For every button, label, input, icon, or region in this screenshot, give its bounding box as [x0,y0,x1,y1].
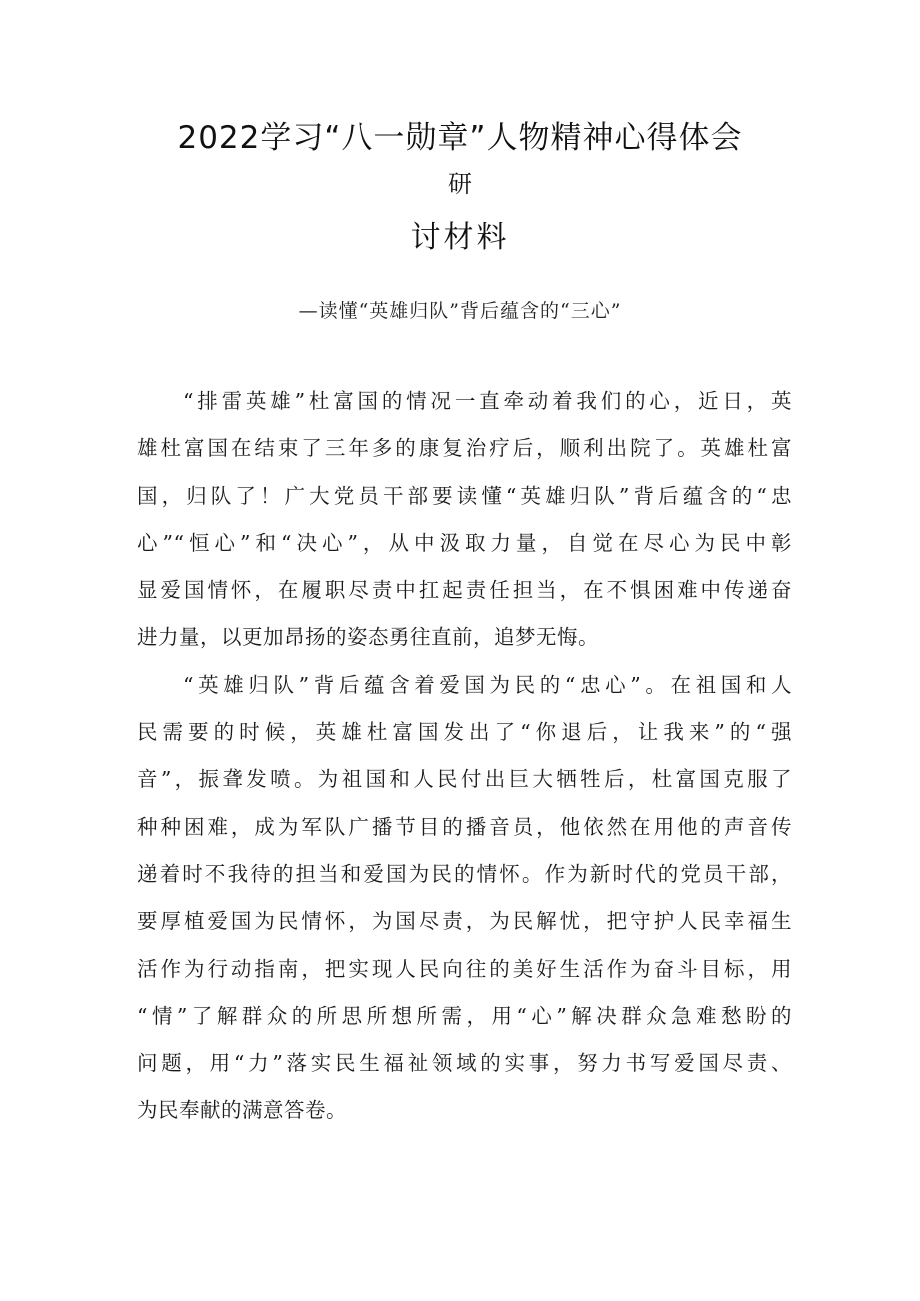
paragraph-line: 进力量，以更加昂扬的姿态勇往直前，追梦无悔。 [137,625,599,650]
document-title-line-1: 2022学习“八一勋章”人物精神心得体会 [177,120,743,156]
paragraph-line: “排雷英雄”杜富国的情况一直牵动着我们的心，近日，英 [183,389,792,413]
document-title-line-2: 研 [448,170,472,198]
document-body [137,378,792,1135]
document-title-line-3: 讨材料 [410,220,510,255]
paragraph-line: 国，归队了！广大党员干部要读懂“英雄归队”背后蕴含的“忠 [137,483,792,508]
paragraph-line: 种种困难，成为军队广播节目的播音员，他依然在用他的声音传 [137,814,792,839]
paragraph-line: 音”，振聋发喷。为祖国和人民付出巨大牺牲后，杜富国克服了 [137,767,792,792]
paragraph-1 [137,378,792,662]
paragraph-line: 活作为行动指南，把实现人民向往的美好生活作为奋斗目标，用 [137,956,792,981]
document-subtitle: —读懂“英雄归队”背后蕴含的“三心” [298,300,622,322]
paragraph-line: 问题，用“力”落实民生福祉领域的实事，努力书写爱国尽责、 [137,1051,792,1076]
paragraph-line: “英雄归队”背后蕴含着爱国为民的“忠心”。在祖国和人 [183,672,792,697]
paragraph-line: 为民奉献的满意答卷。 [137,1098,347,1123]
paragraph-line: 显爱国情怀，在履职尽责中扛起责任担当，在不惧困难中传递奋 [137,578,792,603]
paragraph-line: 要厚植爱国为民情怀，为国尽责，为民解忧，把守护人民幸福生 [137,909,792,934]
paragraph-line: 民需要的时候，英雄杜富国发出了“你退后，让我来”的“强 [137,720,792,745]
paragraph-line: 雄杜富国在结束了三年多的康复治疗后，顺利出院了。英雄杜富 [137,436,792,461]
paragraph-line: 心”“恒心”和“决心”，从中汲取力量，自觉在尽心为民中彰 [137,530,792,555]
paragraph-line: “情”了解群众的所思所想所需，用“心”解决群众急难愁盼的 [137,1003,792,1028]
paragraph-2 [137,662,792,1135]
paragraph-line: 递着时不我待的担当和爱国为民的情怀。作为新时代的党员干部， [137,861,792,886]
